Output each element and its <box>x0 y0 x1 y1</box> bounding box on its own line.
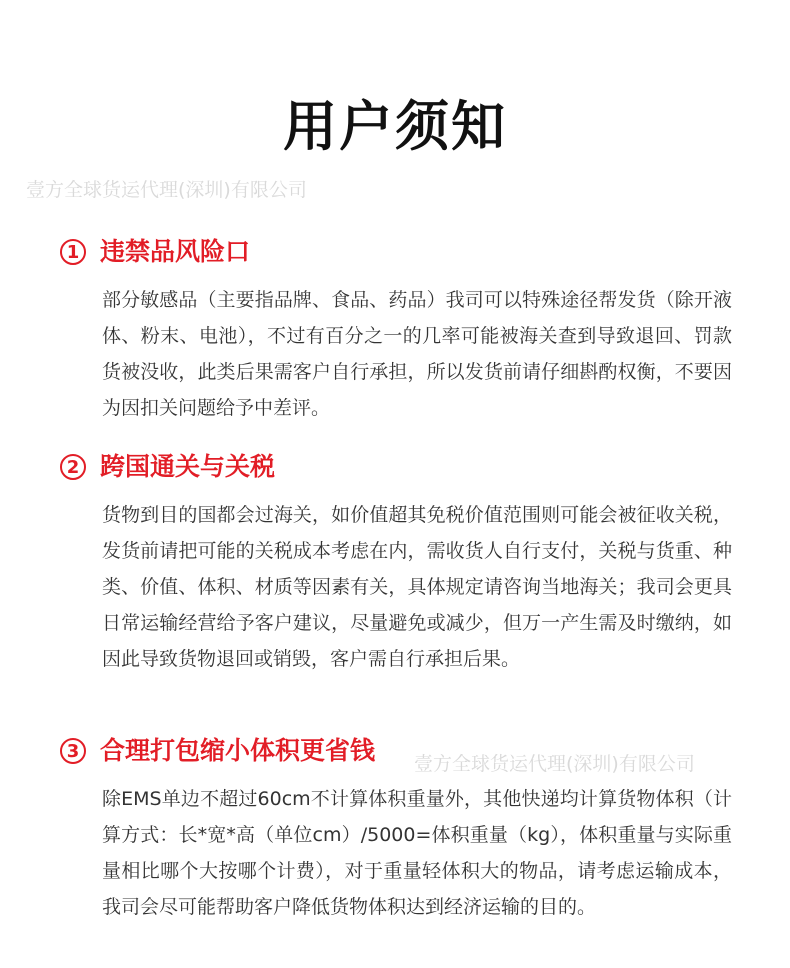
section-title: 合理打包缩小体积更省钱 <box>100 736 376 765</box>
section-body: 除EMS单边不超过60cm不计算体积重量外，其他快递均计算货物体积（计算方式：长*宽*高（单位cm）/5000=体积重量（kg），体积重量与实际重量相比哪个大按哪个计费），对于重量轻体积大的物品，请考虑运输成本，我司会尽可能帮助客户降低货物体积达到经济运输的目的。 <box>102 788 732 918</box>
notice-section-packing-volume <box>60 731 740 925</box>
section-body: 部分敏感品（主要指品牌、食品、药品）我司可以特殊途径帮发货（除开液体、粉末、电池），不过有百分之一的几率可能被海关查到导致退回、罚款货被没收，此类后果需客户自行承担，所以发货前请仔细斟酌权衡，不要因为因扣关问题给予中差评。 <box>102 289 732 419</box>
section-number-badge: 3 <box>60 738 86 764</box>
section-header <box>60 731 740 771</box>
notice-section-prohibited-goods <box>60 232 740 426</box>
watermark-bottom: 壹方全球货运代理(深圳)有限公司 <box>414 753 695 775</box>
section-header <box>60 447 740 487</box>
page-title: 用户须知 <box>283 95 507 158</box>
watermark-top: 壹方全球货运代理(深圳)有限公司 <box>26 179 307 201</box>
section-title: 跨国通关与关税 <box>100 452 276 481</box>
notice-section-customs-duties <box>60 447 740 677</box>
section-number-badge: 1 <box>60 239 86 265</box>
section-header <box>60 232 740 272</box>
section-title: 违禁品风险口 <box>100 237 251 266</box>
section-number-badge: 2 <box>60 454 86 480</box>
section-body: 货物到目的国都会过海关，如价值超其免税价值范围则可能会被征收关税，发货前请把可能的关税成本考虑在内，需收货人自行支付，关税与货重、种类、价值、体积、材质等因素有关，具体规定请咨询当地海关；我司会更具日常运输经营给予客户建议，尽量避免或减少，但万一产生需及时缴纳，如因此导致货物退回或销毁，客户需自行承担后果。 <box>102 504 732 670</box>
